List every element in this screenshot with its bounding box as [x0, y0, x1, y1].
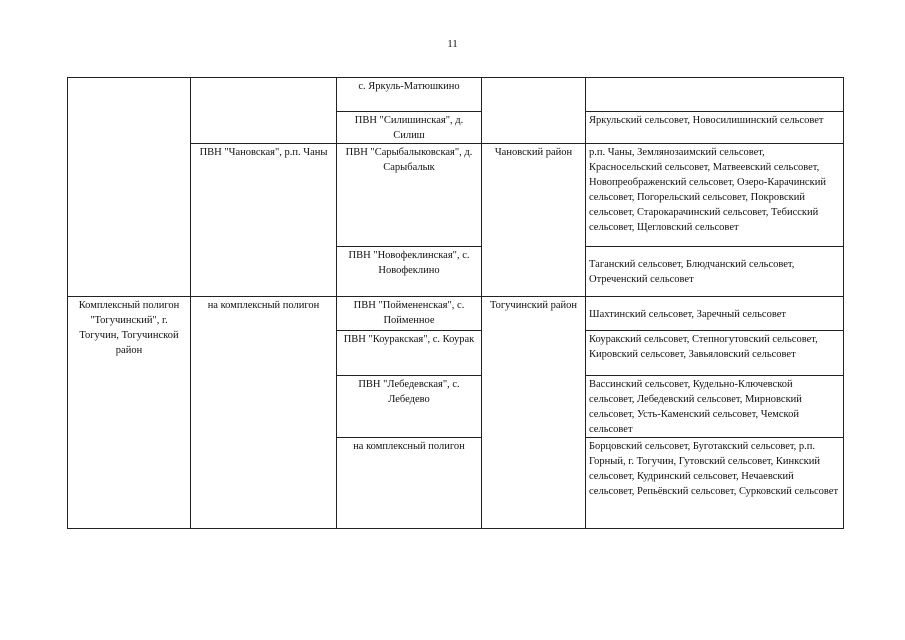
- district-cell-empty: [482, 78, 586, 144]
- complex-polygon-cell: Комплексный полигон "Тогучинский", г. Тогучин, Тогучинской район: [68, 297, 191, 529]
- settlements-cell: р.п. Чаны, Землянозаимский сельсовет, Красносельский сельсовет, Матвеевский сельсовет, Новопреображенский сельсовет, Озеро-Карачинский сельсовет, Погорельский сельсовет, Покровский сельсовет, Старокарачинский сельсовет, Тебисский сельсовет, Щегловский сельсовет: [586, 144, 844, 247]
- waste-routing-table: [67, 77, 844, 529]
- pvn-cell: на комплексный полигон: [337, 438, 482, 529]
- pvn-cell: с. Яркуль-Матюшкино: [337, 78, 482, 112]
- polygon-cell-empty: [191, 78, 337, 144]
- page-number: 11: [447, 38, 458, 50]
- pvn-cell: ПВН "Коуракская", с. Коурак: [337, 331, 482, 376]
- pvn-cell: ПВН "Поймененская", с. Пойменное: [337, 297, 482, 331]
- settlements-cell: Таганский сельсовет, Блюдчанский сельсовет, Отреченский сельсовет: [586, 247, 844, 297]
- pvn-cell: ПВН "Силишинская", д. Силиш: [337, 112, 482, 144]
- district-cell: Чановский район: [482, 144, 586, 297]
- settlements-cell: Вассинский сельсовет, Кудельно-Ключевской сельсовет, Лебедевский сельсовет, Мирновский сельсовет, Усть-Каменский сельсовет, Чемской сельсовет: [586, 376, 844, 438]
- complex-polygon-cell-empty: [68, 78, 191, 297]
- settlements-cell: Яркульский сельсовет, Новосилишинский сельсовет: [586, 112, 844, 144]
- settlements-cell: Борцовский сельсовет, Буготакский сельсовет, р.п. Горный, г. Тогучин, Гутовский сельсовет, Кинкский сельсовет, Кудринский сельсовет, Нечаевский сельсовет, Репьёвский сельсовет, Сурковский сельсовет: [586, 438, 844, 529]
- table-row: [68, 297, 844, 331]
- settlements-cell-empty: [586, 78, 844, 112]
- settlements-cell: Шахтинский сельсовет, Заречный сельсовет: [586, 297, 844, 331]
- pvn-cell: ПВН "Сарыбалыковская", д. Сарыбалык: [337, 144, 482, 247]
- polygon-cell: ПВН "Чановская", р.п. Чаны: [191, 144, 337, 297]
- polygon-cell: на комплексный полигон: [191, 297, 337, 529]
- settlements-cell: Коуракский сельсовет, Степногутовский сельсовет, Кировский сельсовет, Завьяловский сельсовет: [586, 331, 844, 376]
- pvn-cell: ПВН "Лебедевская", с. Лебедево: [337, 376, 482, 438]
- table-row: [68, 78, 844, 112]
- pvn-cell: ПВН "Новофеклинская", с. Новофеклино: [337, 247, 482, 297]
- district-cell: Тогучинский район: [482, 297, 586, 529]
